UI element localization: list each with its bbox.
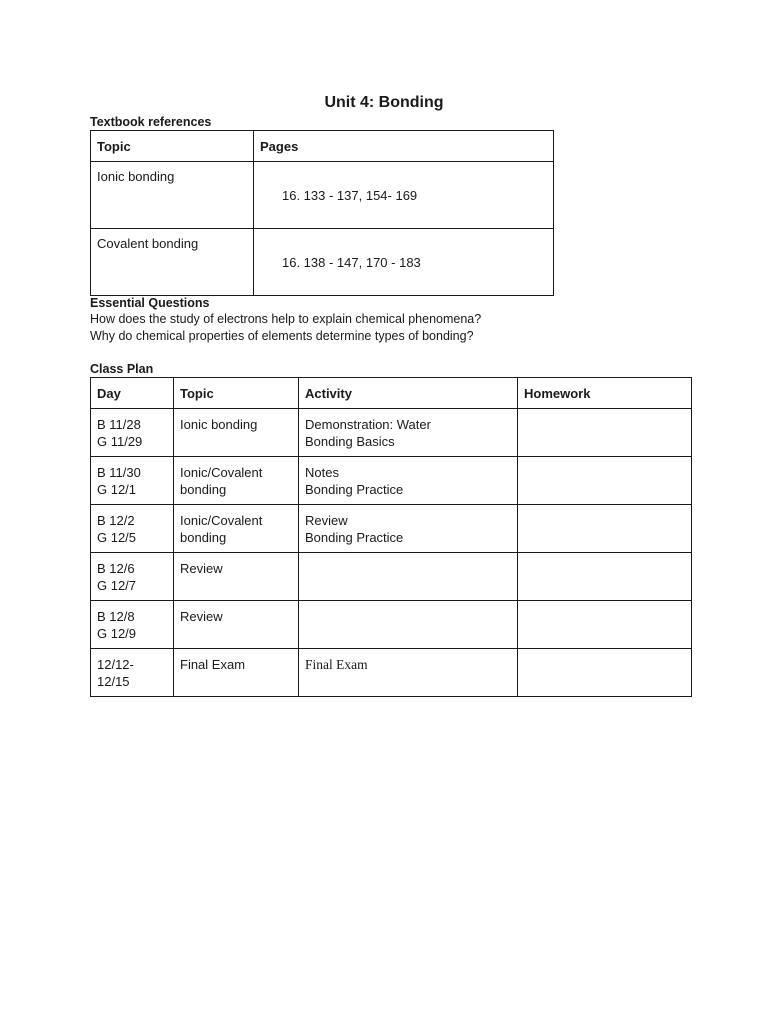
table-row [91, 409, 692, 457]
pages-cell: 16. 138 - 147, 170 - 183 [254, 229, 554, 296]
class-plan-table [90, 377, 692, 697]
activity-cell: Review Bonding Practice [299, 505, 518, 553]
topic-cell: Ionic/Covalent bonding [174, 457, 299, 505]
topic-cell: Final Exam [174, 649, 299, 697]
activity-cell: Final Exam [299, 649, 518, 697]
topic-cell: Covalent bonding [91, 229, 254, 296]
textbook-references-heading: Textbook references [90, 115, 212, 129]
header-homework: Homework [518, 378, 692, 409]
day-cell: B 12/6 G 12/7 [91, 553, 174, 601]
homework-cell [518, 553, 692, 601]
homework-cell [518, 409, 692, 457]
activity-cell: Demonstration: Water Bonding Basics [299, 409, 518, 457]
pages-cell: 16. 133 - 137, 154- 169 [254, 162, 554, 229]
homework-cell [518, 457, 692, 505]
activity-cell: Notes Bonding Practice [299, 457, 518, 505]
day-cell: B 11/28 G 11/29 [91, 409, 174, 457]
topic-cell: Ionic bonding [174, 409, 299, 457]
essential-question: Why do chemical properties of elements determine types of bonding? [90, 329, 474, 343]
header-topic: Topic [91, 131, 254, 162]
day-cell: 12/12- 12/15 [91, 649, 174, 697]
day-cell: B 12/8 G 12/9 [91, 601, 174, 649]
class-plan-heading: Class Plan [90, 362, 154, 376]
header-pages: Pages [254, 131, 554, 162]
table-row [91, 162, 554, 229]
table-header-row [91, 131, 554, 162]
textbook-references-table [90, 130, 554, 296]
homework-cell [518, 649, 692, 697]
day-cell: B 11/30 G 12/1 [91, 457, 174, 505]
header-activity: Activity [299, 378, 518, 409]
essential-questions-heading: Essential Questions [90, 296, 210, 310]
header-day: Day [91, 378, 174, 409]
table-row [91, 229, 554, 296]
table-row [91, 649, 692, 697]
header-topic: Topic [174, 378, 299, 409]
table-header-row [91, 378, 692, 409]
essential-question: How does the study of electrons help to explain chemical phenomena? [90, 312, 482, 326]
day-cell: B 12/2 G 12/5 [91, 505, 174, 553]
topic-cell: Review [174, 553, 299, 601]
topic-cell: Ionic bonding [91, 162, 254, 229]
homework-cell [518, 505, 692, 553]
activity-cell [299, 553, 518, 601]
activity-cell [299, 601, 518, 649]
table-row [91, 601, 692, 649]
table-row [91, 553, 692, 601]
topic-cell: Review [174, 601, 299, 649]
table-row [91, 505, 692, 553]
page-title: Unit 4: Bonding [324, 94, 444, 111]
table-row [91, 457, 692, 505]
homework-cell [518, 601, 692, 649]
topic-cell: Ionic/Covalent bonding [174, 505, 299, 553]
